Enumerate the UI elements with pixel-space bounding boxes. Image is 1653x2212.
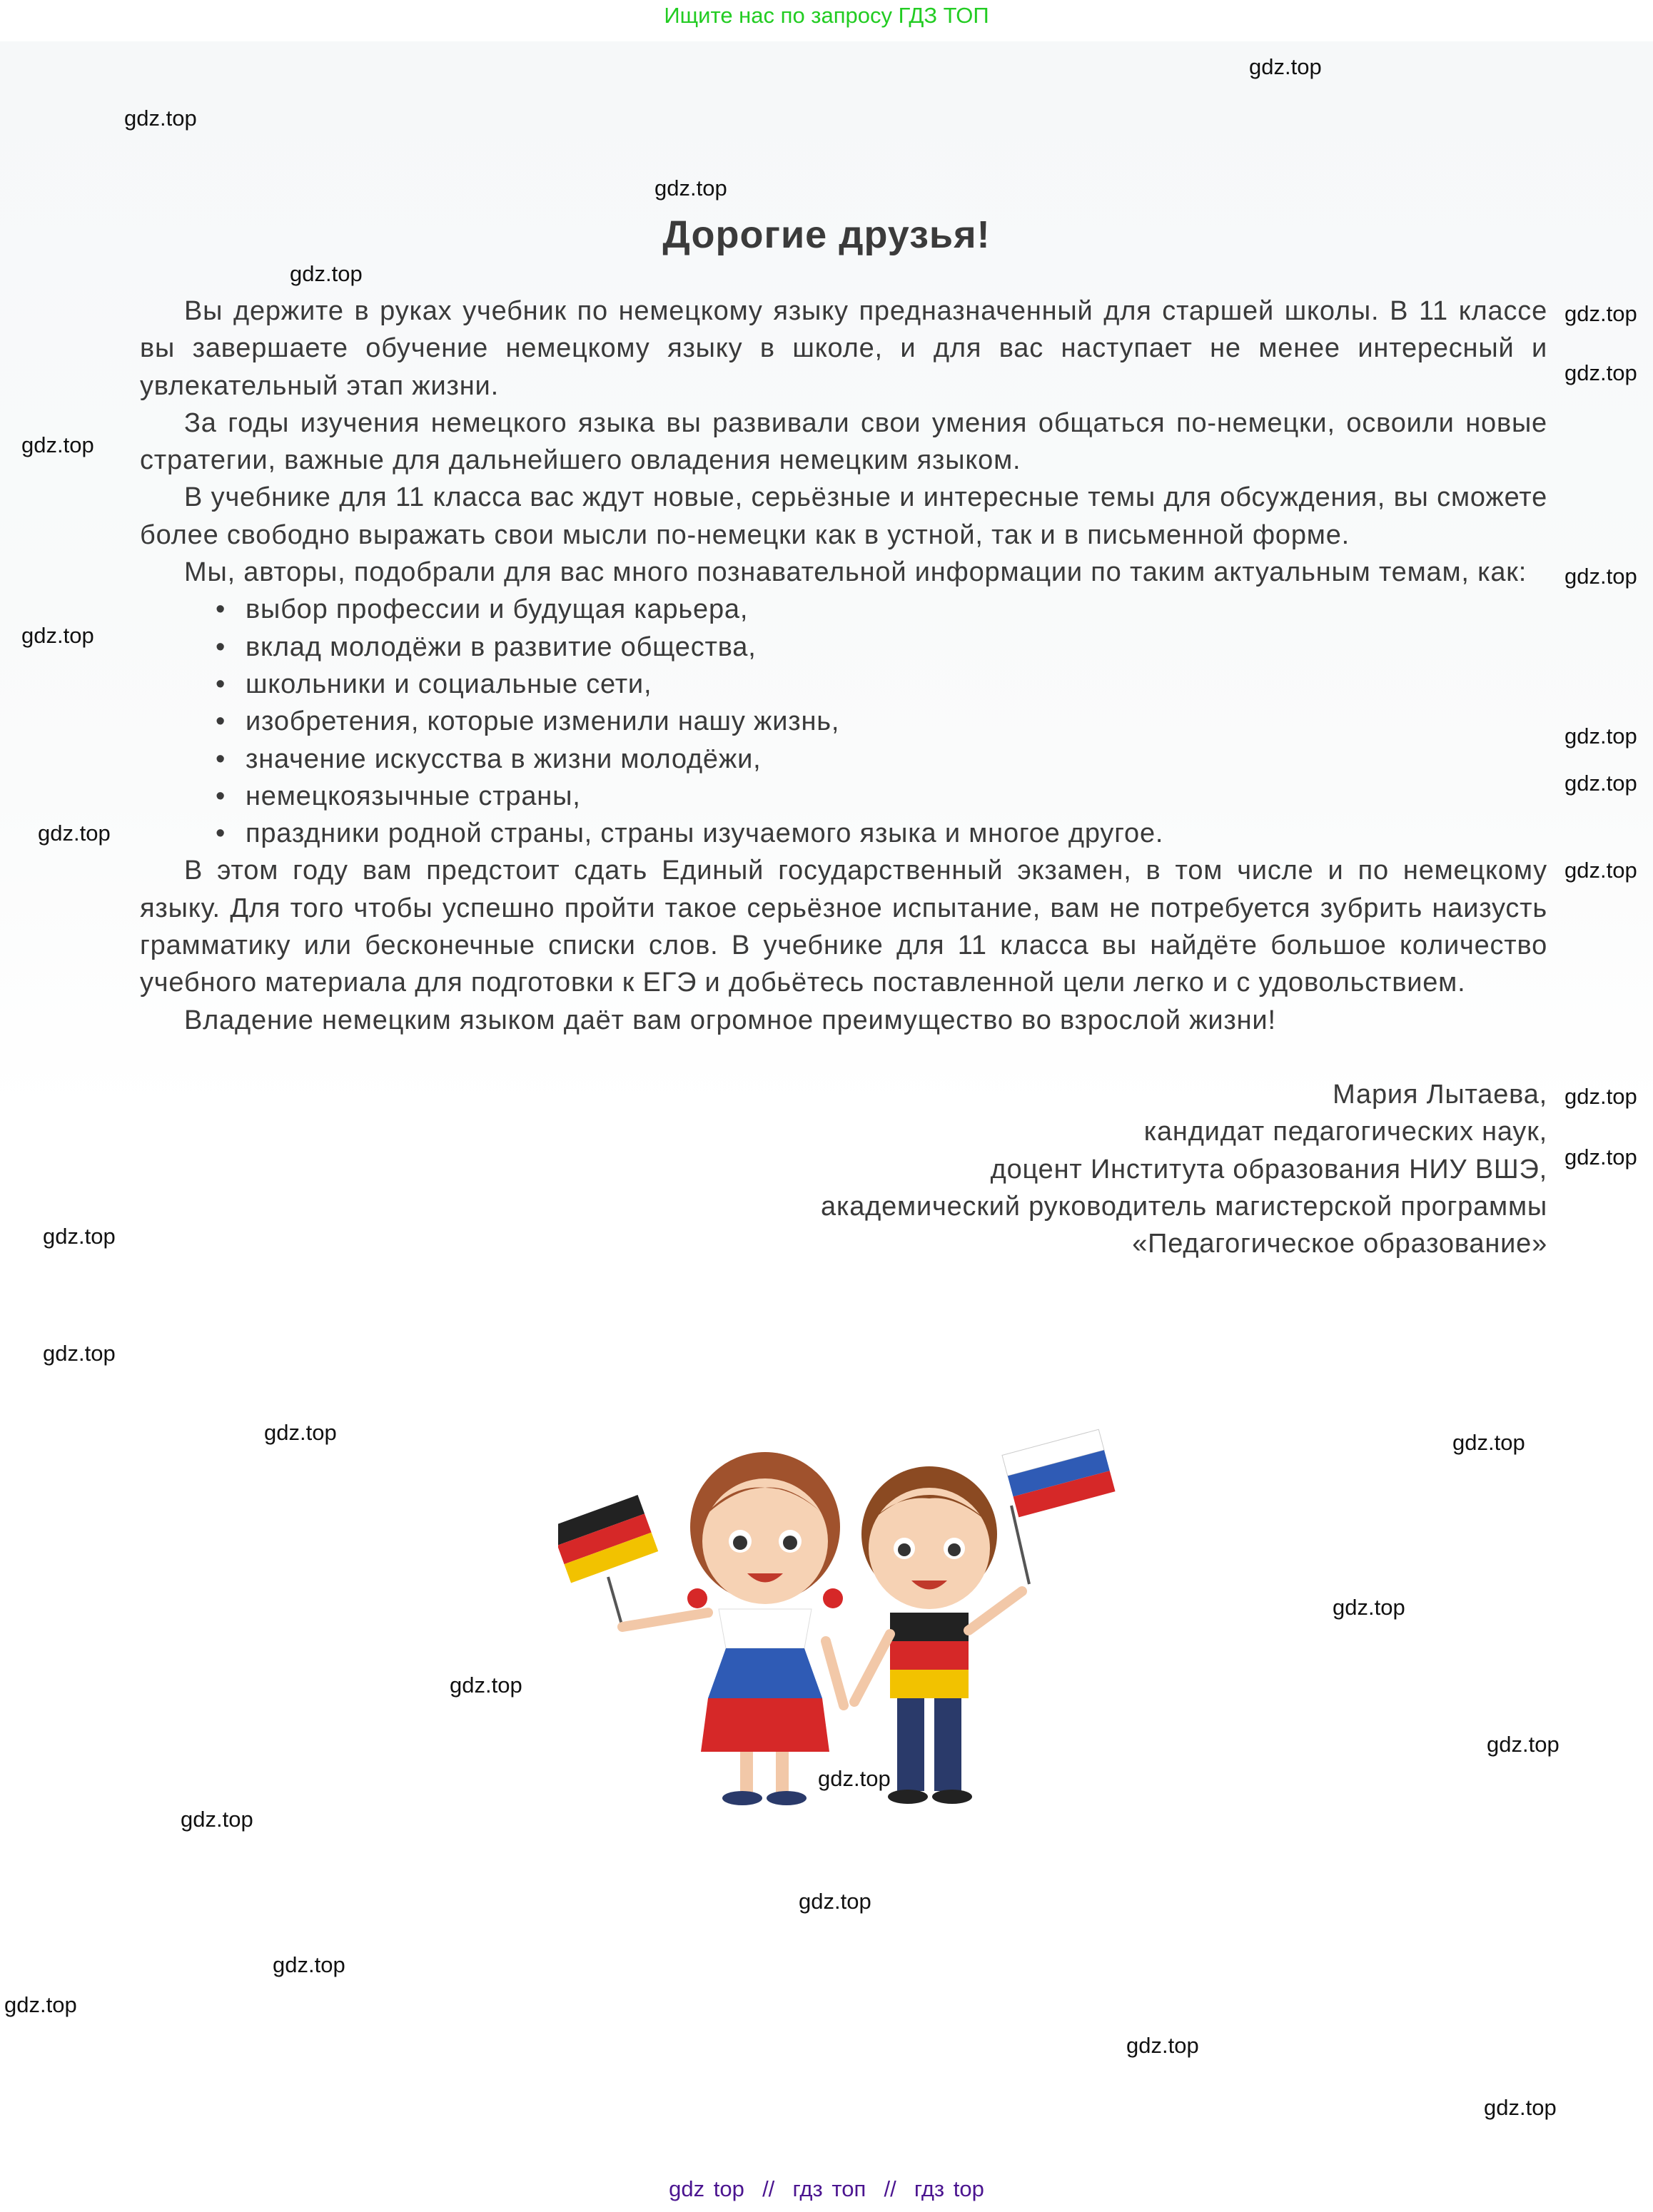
watermark: gdz.top <box>1249 54 1322 79</box>
watermark: gdz.top <box>1564 724 1637 749</box>
topic-item: • праздники родной страны, страны изучаемого языка и многое другое. <box>246 815 1547 852</box>
topic-item: • вклад молодёжи в развитие общества, <box>246 629 1547 666</box>
topic-item: • школьники и социальные сети, <box>246 666 1547 703</box>
watermark: gdz.top <box>43 1341 116 1366</box>
watermark: gdz.top <box>1564 564 1637 589</box>
page-title: Дорогие друзья! <box>662 213 991 256</box>
watermark: gdz.top <box>1126 2033 1199 2058</box>
paragraph: За годы изучения немецкого языка вы развивали свои умения общаться по-немецки, освоили новые стратегии, важные для дальнейшего овладения немецким языком. <box>140 407 1547 476</box>
watermark: gdz.top <box>43 1224 116 1249</box>
watermark: gdz.top <box>38 821 111 846</box>
signature-line: академический руководитель магистерской программы <box>821 1191 1547 1222</box>
signature-line: Мария Лытаева, <box>1333 1079 1547 1110</box>
watermark: gdz.top <box>1564 771 1637 796</box>
watermark: gdz.top <box>818 1766 891 1791</box>
watermark: gdz.top <box>1484 2095 1557 2120</box>
watermark: gdz.top <box>1333 1595 1405 1620</box>
signature-line: кандидат педагогических наук, <box>1143 1117 1547 1147</box>
watermark: gdz.top <box>654 176 727 201</box>
intro-text <box>140 293 1547 1262</box>
topic-item: • значение искусства в жизни молодёжи, <box>246 741 1547 778</box>
watermark: gdz.top <box>21 432 94 457</box>
watermark: gdz.top <box>1564 360 1637 385</box>
paragraph: В учебнике для 11 класса вас ждут новые, серьёзные и интересные темы для обсуждения, вы сможете более свободно выражать свои мысли по-немецки как в устной, так и в письменной форме. <box>140 482 1547 550</box>
watermark: gdz.top <box>1487 1732 1560 1757</box>
topic-item: • немецкоязычные страны, <box>246 778 1547 815</box>
signature-line: «Педагогическое образование» <box>1132 1229 1547 1259</box>
paragraph: В этом году вам предстоит сдать Единый государственный экзамен, в том числе и по немецкому языку. Для того чтобы успешно пройти такое серьёзное испытание, вам не потребуется зубрить наизусть грамматику или бесконечные списки слов. В учебнике для 11 класса вы найдёте большое количество учебного материала для подготовки к ЕГЭ и добьётесь поставленной цели легко и с удовольствием. <box>140 856 1547 998</box>
watermark: gdz.top <box>21 623 94 648</box>
topic-item: • изобретения, которые изменили нашу жизнь, <box>246 703 1547 740</box>
signature-line: доцент Института образования НИУ ВШЭ, <box>990 1154 1547 1184</box>
watermark: gdz.top <box>290 261 363 286</box>
watermark: gdz.top <box>4 1992 77 2017</box>
watermark: gdz.top <box>273 1952 345 1977</box>
watermark: gdz.top <box>181 1807 253 1832</box>
watermark: gdz.top <box>264 1420 337 1445</box>
paragraph: Мы, авторы, подобрали для вас много познавательной информации по таким актуальным темам, как: <box>184 557 1527 588</box>
topic-list <box>140 591 1547 852</box>
children-with-flags-illustration <box>558 1427 1165 1812</box>
watermark: gdz.top <box>450 1673 522 1698</box>
watermark: gdz.top <box>799 1889 871 1914</box>
watermark: gdz.top <box>1452 1430 1525 1455</box>
watermark: gdz.top <box>1564 858 1637 883</box>
topic-item: • выбор профессии и будущая карьера, <box>246 591 1547 628</box>
watermark: gdz.top <box>1564 1145 1637 1170</box>
footer-links[interactable]: gdz top // гдз топ // гдз top <box>669 2176 984 2201</box>
watermark: gdz.top <box>1564 1084 1637 1109</box>
search-banner[interactable]: Ищите нас по запросу ГДЗ ТОП <box>664 3 989 28</box>
paragraph: Владение немецким языком даёт вам огромное преимущество во взрослой жизни! <box>184 1005 1276 1035</box>
watermark: gdz.top <box>124 106 197 131</box>
watermark: gdz.top <box>1564 301 1637 326</box>
paragraph: Вы держите в руках учебник по немецкому языку предназначенный для старшей школы. В 11 классе вы завершаете обучение немецкому языку в школе, и для вас наступает не менее интересный и увлекательный этап жизни. <box>140 296 1547 401</box>
author-signature <box>140 1076 1547 1262</box>
